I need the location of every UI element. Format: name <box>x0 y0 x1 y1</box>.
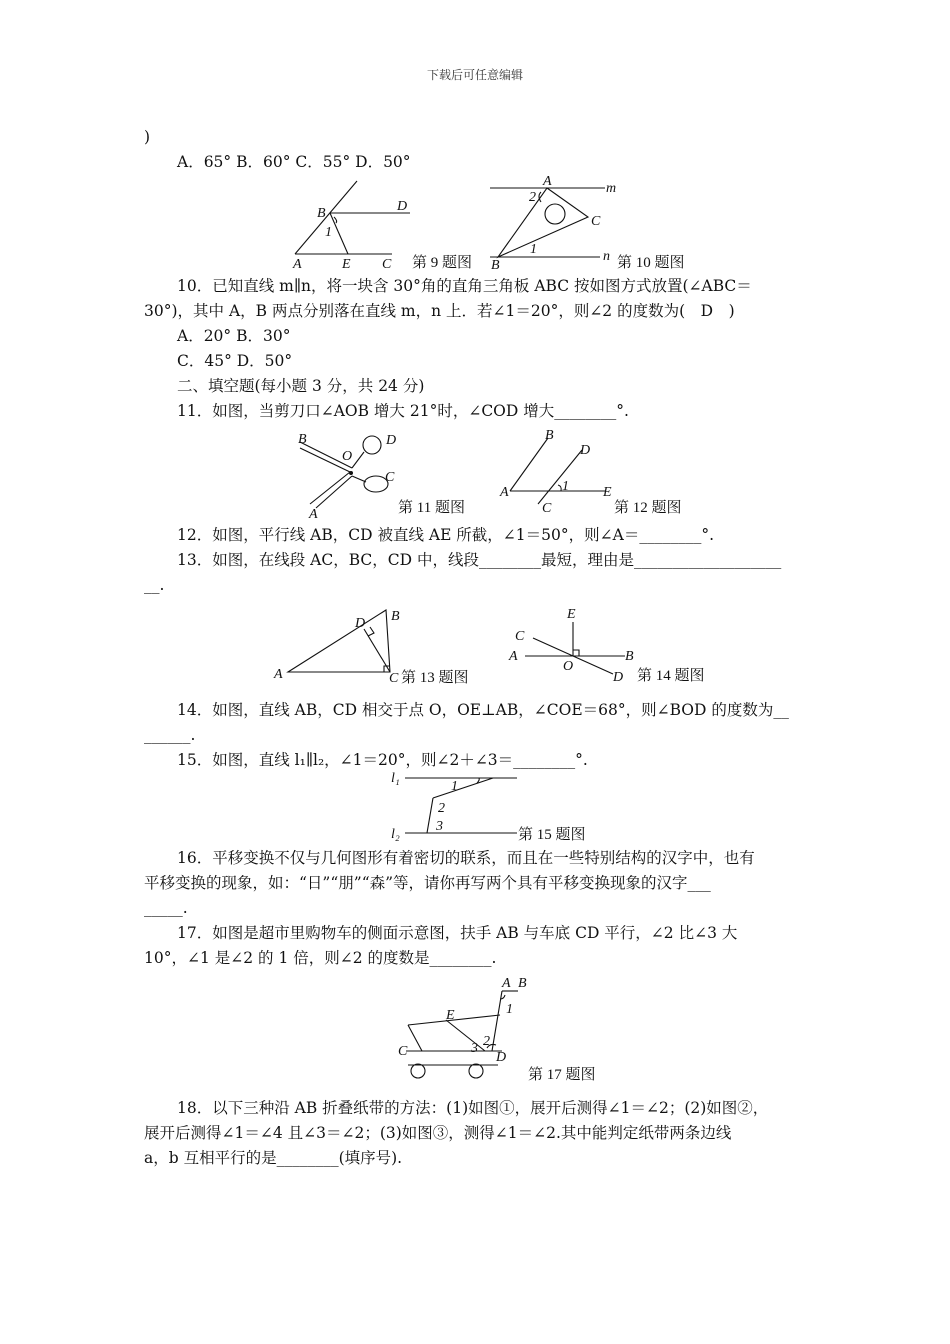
fig14-label-B: B <box>625 649 634 664</box>
fig17-label-2: 2 <box>483 1034 490 1049</box>
figure-17 <box>390 975 620 1085</box>
q9-options: A．65° B．60° C．55° D．50° <box>177 153 411 171</box>
fig17-label-3: 3 <box>471 1041 478 1056</box>
figure-11 <box>290 428 490 520</box>
q16-line1: 16．平移变换不仅与几何图形有着密切的联系，而且在一些特别结构的汉字中，也有 <box>177 849 755 867</box>
fig14-label-C: C <box>515 629 525 644</box>
fig10-label-2: 2 <box>529 190 536 205</box>
figure-14 <box>505 602 725 690</box>
fig12-caption: 第 12 题图 <box>614 500 682 516</box>
fig12-label-C: C <box>542 501 552 516</box>
fig15-caption: 第 15 题图 <box>518 827 586 843</box>
fig13-label-B: B <box>391 609 400 624</box>
q10-line1: 10．已知直线 m∥n，将一块含 30°角的直角三角板 ABC 按如图方式放置(∠ABC＝ <box>177 277 752 295</box>
fig10-label-n: n <box>603 249 610 264</box>
q17-line1: 17．如图是超市里购物车的侧面示意图，扶手 AB 与车底 CD 平行，∠2 比∠3 大 <box>177 924 738 942</box>
q13-text: 13．如图，在线段 AC，BC，CD 中，线段________最短，理由是___________________ <box>177 551 782 569</box>
fig13-caption: 第 13 题图 <box>401 670 469 686</box>
fig11-label-D: D <box>386 433 397 448</box>
fig10-label-B: B <box>491 258 500 273</box>
fig17-label-C: C <box>398 1044 408 1059</box>
figure-12 <box>498 424 698 519</box>
fig10-caption: 第 10 题图 <box>617 255 685 271</box>
fig11-label-B: B <box>298 432 307 447</box>
fig17-label-A: A <box>502 976 511 991</box>
fig9-caption: 第 9 题图 <box>412 255 473 271</box>
q10-options-ab: A．20° B．30° <box>177 327 291 345</box>
fig12-label-1: 1 <box>562 479 569 494</box>
fig14-label-A: A <box>509 649 518 664</box>
fig11-label-C: C <box>385 470 395 485</box>
q18-line1: 18．以下三种沿 AB 折叠纸带的方法：(1)如图①，展开后测得∠1＝∠2；(2)如图②， <box>177 1099 769 1117</box>
q13-text-cont: __. <box>144 576 165 594</box>
fig15-label-l1: l₁ <box>391 771 400 786</box>
q15-text: 15．如图，直线 l₁∥l₂，∠1＝20°，则∠2＋∠3＝________°. <box>177 751 588 769</box>
fig14-label-E: E <box>567 607 576 622</box>
page-header: 下载后可任意编辑 <box>426 68 523 82</box>
fig10-label-C: C <box>591 214 601 229</box>
fig12-label-D: D <box>580 443 591 458</box>
fig15-label-2: 2 <box>438 801 445 816</box>
fig9-label-1: 1 <box>325 225 332 240</box>
q10-line2: 30°)，其中 A，B 两点分别落在直线 m，n 上．若∠1＝20°，则∠2 的度数为( D ) <box>144 302 735 320</box>
figure-13 <box>270 602 490 690</box>
q12-text: 12．如图，平行线 AB，CD 被直线 AE 所截，∠1＝50°，则∠A＝________°. <box>177 526 714 544</box>
figure-10 <box>485 172 715 272</box>
fig9-label-A: A <box>293 257 302 272</box>
fig17-label-D: D <box>496 1050 507 1065</box>
fig13-label-C: C <box>389 671 399 686</box>
fig11-label-A: A <box>309 507 318 522</box>
q14-text: 14．如图，直线 AB，CD 相交于点 O，OE⊥AB，∠COE＝68°，则∠BOD 的度数为__ <box>177 701 789 719</box>
q16-line3: _____. <box>144 899 188 917</box>
figure-15 <box>385 770 625 845</box>
fig15-label-l2: l₂ <box>391 827 400 842</box>
q16-line2: 平移变换的现象，如：“日”“朋”“森”等，请你再写两个具有平移变换现象的汉字___ <box>144 874 711 892</box>
fig13-label-D: D <box>355 616 366 631</box>
fig10-label-A: A <box>543 174 552 189</box>
figure-9 <box>285 176 485 271</box>
fig17-label-B: B <box>518 976 527 991</box>
fig14-label-D: D <box>613 670 624 685</box>
fig17-label-E: E <box>446 1008 455 1023</box>
q18-line3: a，b 互相平行的是________(填序号). <box>144 1149 403 1167</box>
fig11-label-O: O <box>342 449 353 464</box>
fig14-caption: 第 14 题图 <box>637 668 705 684</box>
fig12-label-E: E <box>603 485 612 500</box>
fig12-label-A: A <box>500 485 509 500</box>
fig9-label-E: E <box>342 257 351 272</box>
q18-line2: 展开后测得∠1＝∠4 且∠3＝∠2；(3)如图③，测得∠1＝∠2.其中能判定纸带两条边线 <box>144 1124 732 1142</box>
text-line: ) <box>144 128 151 146</box>
q10-options-cd: C．45° D．50° <box>177 352 293 370</box>
fig17-caption: 第 17 题图 <box>528 1067 596 1083</box>
fig15-label-3: 3 <box>436 819 443 834</box>
fig10-label-m: m <box>606 181 617 196</box>
fig14-label-O: O <box>563 659 574 674</box>
fig11-caption: 第 11 题图 <box>398 500 465 516</box>
section-title: 二、填空题(每小题 3 分，共 24 分) <box>177 377 425 395</box>
fig12-label-B: B <box>545 428 554 443</box>
fig10-label-1: 1 <box>530 242 537 257</box>
q11-text: 11．如图，当剪刀口∠AOB 增大 21°时，∠COD 增大________°. <box>177 402 629 420</box>
fig15-label-1: 1 <box>451 779 458 794</box>
q17-line2: 10°，∠1 是∠2 的 1 倍，则∠2 的度数是________. <box>144 949 497 967</box>
q14-text-cont: ______. <box>144 726 196 744</box>
fig17-label-1: 1 <box>506 1002 513 1017</box>
fig9-label-D: D <box>397 199 408 214</box>
fig13-label-A: A <box>274 667 283 682</box>
fig9-label-C: C <box>382 257 392 272</box>
fig9-label-B: B <box>317 206 326 221</box>
